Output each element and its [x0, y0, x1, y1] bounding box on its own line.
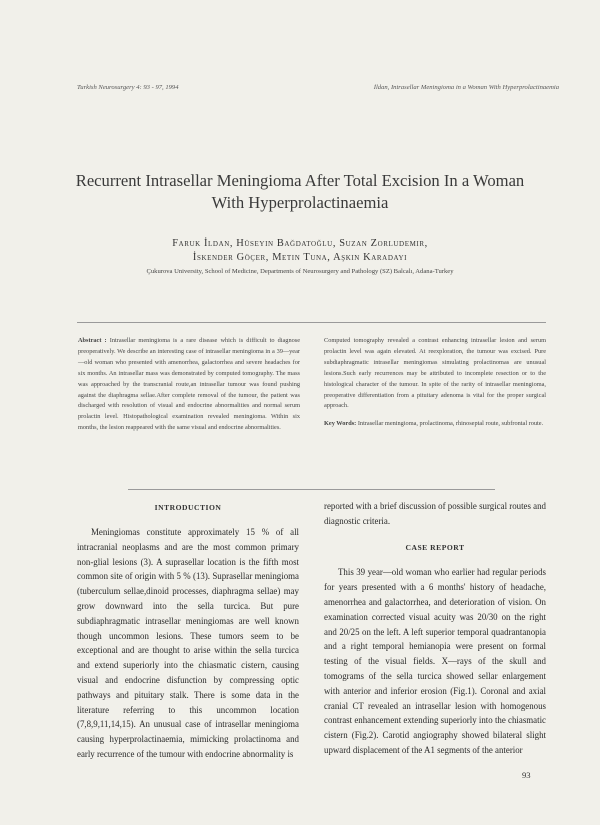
- page-number: 93: [522, 770, 531, 780]
- introduction-heading: INTRODUCTION: [154, 503, 222, 512]
- keywords-label: Key Words:: [324, 420, 357, 428]
- abstract-bottom-rule: [128, 489, 495, 490]
- authors-line-1: Faruk İldan, Hüseyin Bağdatoğlu, Suzan Zorludemir,: [172, 238, 428, 249]
- introduction-text: Meningiomas constitute approximately 15 % of all intracranial neoplasms and are the most common primary non-glial lesions (3). A suprasellar location is the fifth most common site of origin with 5 % (13). Suprasellar meningioma (tuberculum sellae,dinoid processes, diaphragma sellae) may grow downward into the sella turcica. But pure subdiaphragmatic intrasellar meningiomas are well known though uncommon lesions. These tumors seem to be exceptional and are thought to arise within the sella turcica and extend superiorly into the chiasmatic cistern, causing visual and endocrine disfunction by compressing optic pathways and pituitary stalk. There is some data in the literature referring to this uncommon location (7,8,9,11,14,15). An unusual case of intrasellar meningioma causing hyperprolactinaemia, mimicking prolactinoma and early recurrence of the tumour with endocrine abnormality is: [77, 527, 299, 759]
- abstract-right-column: [324, 336, 546, 430]
- introduction-body: [77, 525, 299, 762]
- running-header-left: Turkish Neurosurgery 4: 93 - 97, 1994: [77, 84, 179, 91]
- authors-line-2: İskender Göçer, Metin Tuna, Aşkın Karadayı: [192, 252, 408, 263]
- author-list: [60, 237, 540, 265]
- abstract-left-column: [78, 336, 300, 434]
- introduction-continuation: reported with a brief discussion of possible surgical routes and diagnostic criteria.: [324, 501, 546, 526]
- running-header-right: İldan, Intrasellar Meningioma in a Woman With Hyperprolactinaemia: [373, 84, 559, 91]
- keywords-text: Intrasellar meningioma, prolactinoma, rhinoseptal route, subfrontal route.: [357, 420, 544, 428]
- paper-title: Recurrent Intrasellar Meningioma After Total Excision In a Woman With Hyperprolactinaemia: [75, 171, 525, 212]
- case-report-text: This 39 year—old woman who earlier had regular periods for years presented with a 6 months' history of headache, amenorrhea and galactorrhea, and deterioration of vision. On examination corrected visual acuity was 20/30 on the right and 20/25 on the left. A left superior temporal quadrantanopia and a right temporal hemianopia were present on formal testing of the visual fields. X—rays of the skull and tomograms of the sella turcica showed sellar enlargement with anterior and inferior erosion (Fig.1). Coronal and axial cranial CT revealed an intrasellar lesion with homogenous contrast enhancement extending superiorly into the chiasmatic cistern (Fig.2). Carotid angiography showed bilateral slight upward displacement of the A1 segments of the anterior: [324, 567, 546, 755]
- abstract-label: Abstract :: [78, 337, 107, 344]
- abstract-top-rule: [77, 322, 546, 323]
- abstract-right-text: Computed tomography revealed a contrast enhancing intrasellar lesion and serum prolactin level was again elevated. At reexploration, the tumour was excised. Pure subdiaphragmatic intrasellar meningiomas simulating prolactinomas are unusual lesions.Such early recurrences may be attributed to incomplete resection or to the histological character of the tumour. In spite of the rarity of intrasellar meningioma, preoperative differentiation from a pituitary adenoma is vital for the proper surgical approach.: [324, 337, 546, 410]
- case-report-heading: CASE REPORT: [405, 542, 465, 552]
- right-column-body: [324, 499, 546, 758]
- affiliation: Çukurova University, School of Medicine, Departments of Neurosurgery and Pathology (SZ) Balcalı, Adana-Turkey: [146, 268, 454, 275]
- abstract-left-text: Intrasellar meningioma is a rare disease which is difficult to diagnose preoperatively. We describe an interesting case of intrasellar meningioma in a 39—year—old woman who presented with amenorrhea, galactorrhea and severe headaches for six months. An intrasellar mass was demonstrated by computed tomography. The mass was approached by the transcranial route,an intrasellar tumour was found pushing against the diaphragma sellae.After complete removal of the tumour, the patient was discharged with resolution of visual and endocrine abnormalities and normal serum prolactin level. Histopathological examination revealed meningioma. Within six months, the lesion reappeared with the same visual and endocrine abnormalities.: [78, 337, 300, 432]
